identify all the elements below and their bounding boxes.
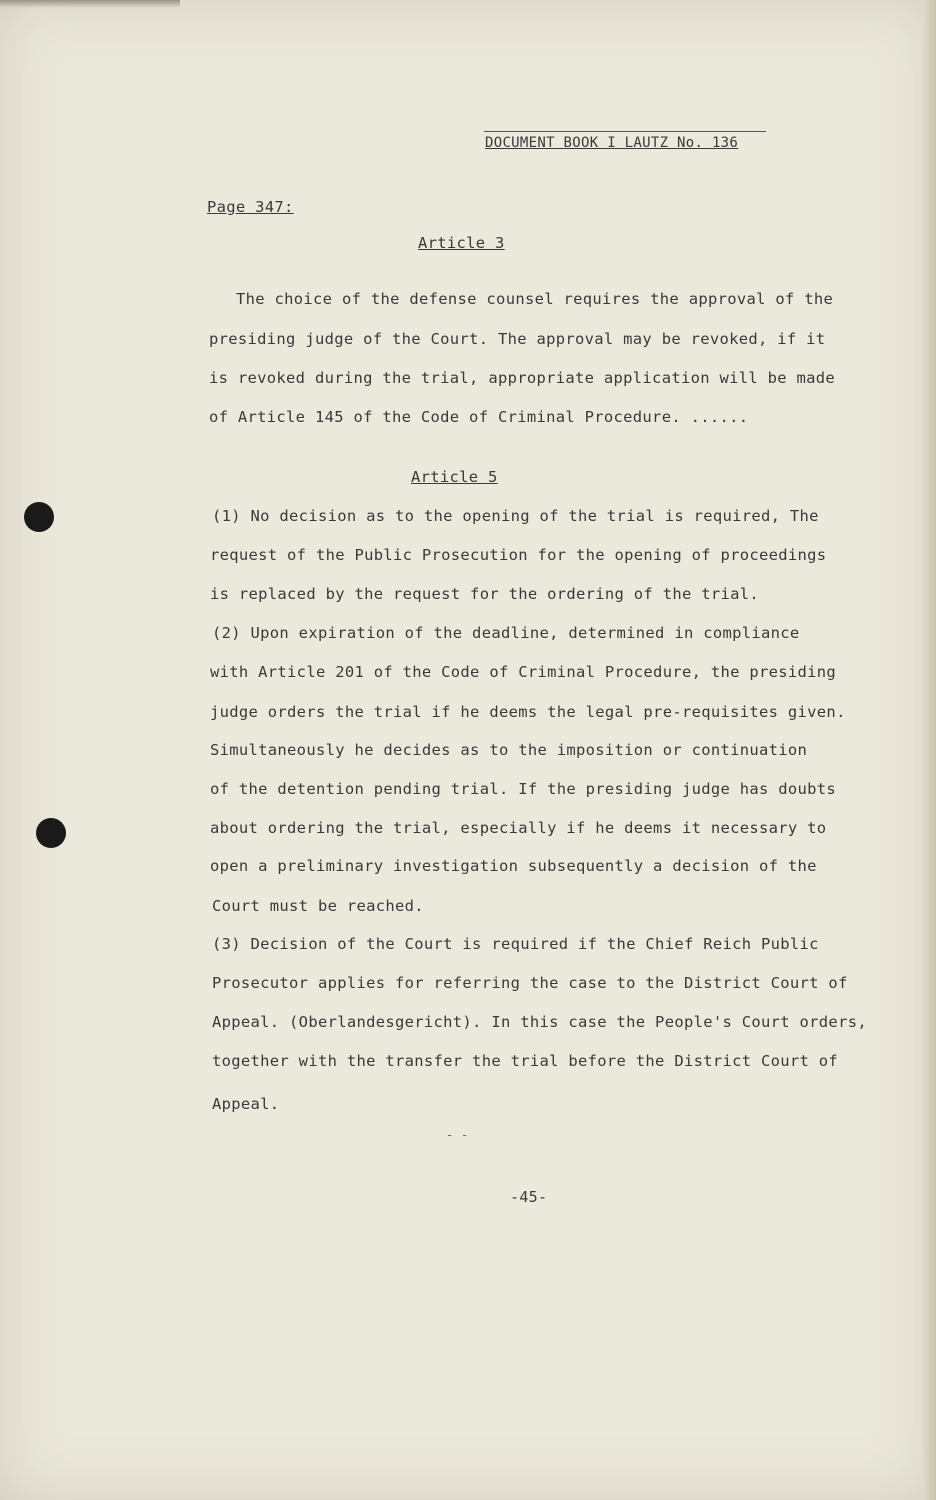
article-3-line: of Article 145 of the Code of Criminal Procedure. ...... (209, 408, 749, 426)
document-reference: DOCUMENT BOOK I LAUTZ No. 136 (485, 135, 739, 151)
article-5-line: (1) No decision as to the opening of the trial is required, The (212, 507, 819, 525)
article-3-line: presiding judge of the Court. The approval may be revoked, if it (209, 330, 826, 348)
article-5-line: (3) Decision of the Court is required if the Chief Reich Public (212, 935, 819, 953)
footer-dash: - - (446, 1128, 469, 1142)
article-5-line: (2) Upon expiration of the deadline, determined in compliance (212, 624, 800, 642)
article-5-line: with Article 201 of the Code of Criminal Procedure, the presiding (210, 663, 837, 681)
page-number: -45- (510, 1188, 548, 1206)
article-5-line: of the detention pending trial. If the presiding judge has doubts (210, 780, 837, 798)
article-5-line: Prosecutor applies for referring the case to the District Court of (212, 974, 848, 992)
article-5-line: Simultaneously he decides as to the imposition or continuation (210, 741, 808, 759)
article-3-heading: Article 3 (418, 234, 505, 252)
punch-hole-bottom (36, 818, 66, 848)
article-5-line: request of the Public Prosecution for the opening of proceedings (210, 546, 827, 564)
article-5-line: Court must be reached. (212, 897, 424, 915)
article-3-line: The choice of the defense counsel requires the approval of the (236, 290, 834, 308)
article-3-line: is revoked during the trial, appropriate application will be made (209, 369, 836, 387)
article-5-heading: Article 5 (411, 468, 498, 486)
article-5-line: together with the transfer the trial before the District Court of (212, 1052, 839, 1070)
punch-hole-top (24, 502, 54, 532)
page-top-shadow (0, 0, 180, 8)
article-5-line: Appeal. (212, 1095, 280, 1113)
page-edge (922, 0, 936, 1500)
article-5-line: is replaced by the request for the ordering of the trial. (210, 585, 760, 603)
page-reference: Page 347: (207, 198, 294, 216)
article-5-line: about ordering the trial, especially if he deems it necessary to (210, 819, 827, 837)
article-5-line: open a preliminary investigation subsequently a decision of the (210, 857, 817, 875)
article-5-line: judge orders the trial if he deems the legal pre-requisites given. (210, 703, 846, 721)
doc-ref-overline (484, 131, 766, 132)
article-5-line: Appeal. (Oberlandesgericht). In this case the People's Court orders, (212, 1013, 867, 1031)
